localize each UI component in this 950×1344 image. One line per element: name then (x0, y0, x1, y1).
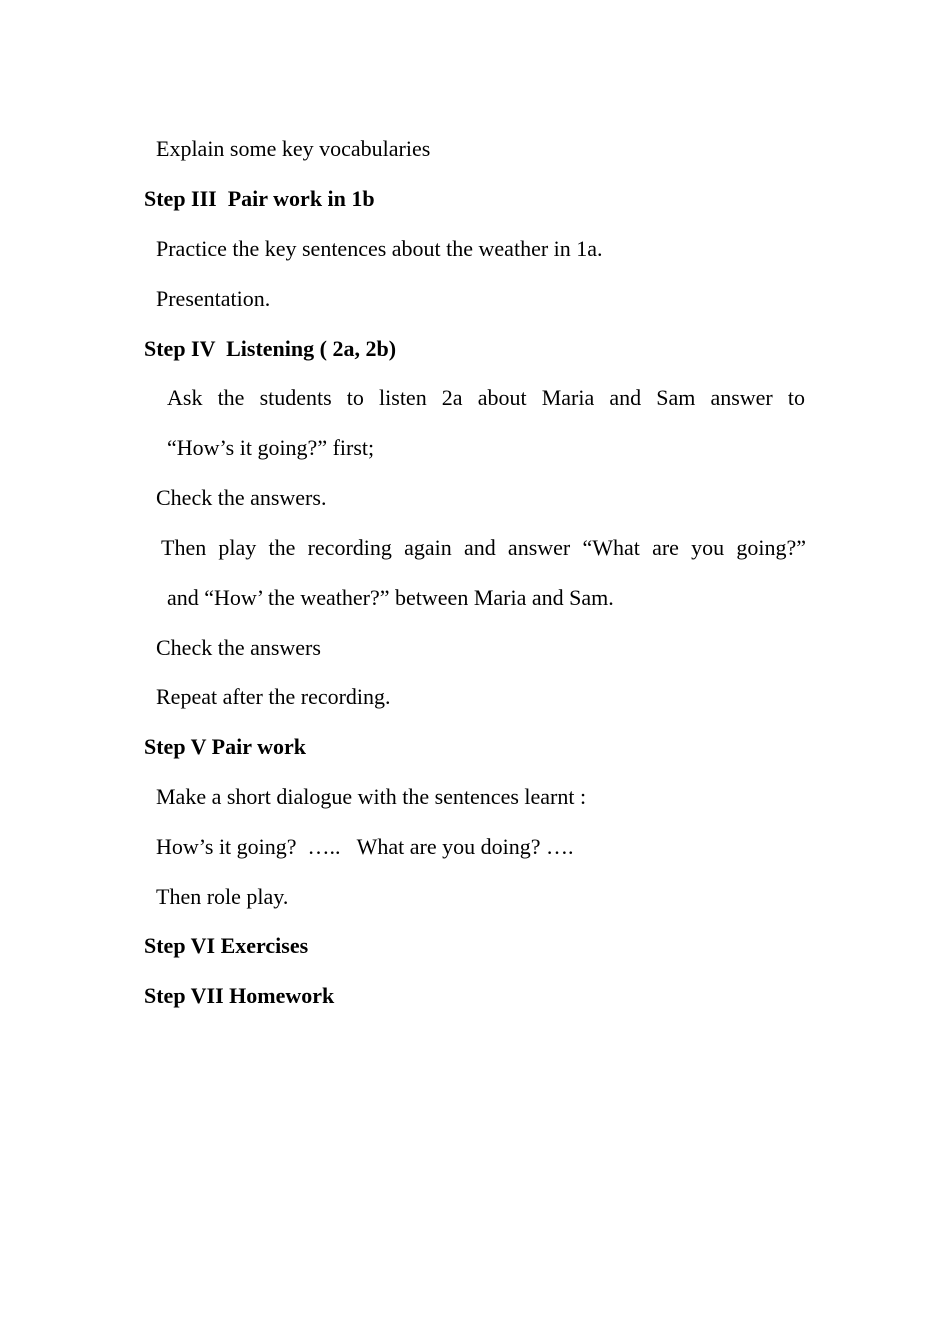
text-line-ask-students: Ask the students to listen 2a about Maria and Sam answer to (167, 385, 805, 410)
text-line-repeat-recording: Repeat after the recording. (156, 684, 391, 709)
text-line-hows-it-going-first: “How’s it going?” first; (167, 435, 375, 460)
text-line-role-play: Then role play. (156, 884, 289, 909)
text-line-how-the-weather: and “How’ the weather?” between Maria and Sam. (167, 585, 614, 610)
heading-step-iv: Step IV Listening ( 2a, 2b) (144, 336, 397, 361)
text-line-practice-sentences: Practice the key sentences about the weather in 1a. (156, 236, 603, 261)
heading-step-v: Step V Pair work (144, 734, 306, 759)
text-line-explain-vocabularies: Explain some key vocabularies (156, 136, 431, 161)
heading-step-iii: Step III Pair work in 1b (144, 186, 375, 211)
text-line-make-dialogue: Make a short dialogue with the sentences learnt : (156, 784, 587, 809)
text-line-presentation: Presentation. (156, 286, 271, 311)
text-line-check-answers-1: Check the answers. (156, 485, 327, 510)
heading-step-vi: Step VI Exercises (144, 933, 309, 958)
text-line-dialogue-example: How’s it going? ….. What are you doing? …. (156, 834, 574, 859)
text-line-check-answers-2: Check the answers (156, 635, 321, 660)
heading-step-vii: Step VII Homework (144, 983, 335, 1008)
text-line-play-recording: Then play the recording again and answer “What are you going?” (161, 535, 806, 560)
